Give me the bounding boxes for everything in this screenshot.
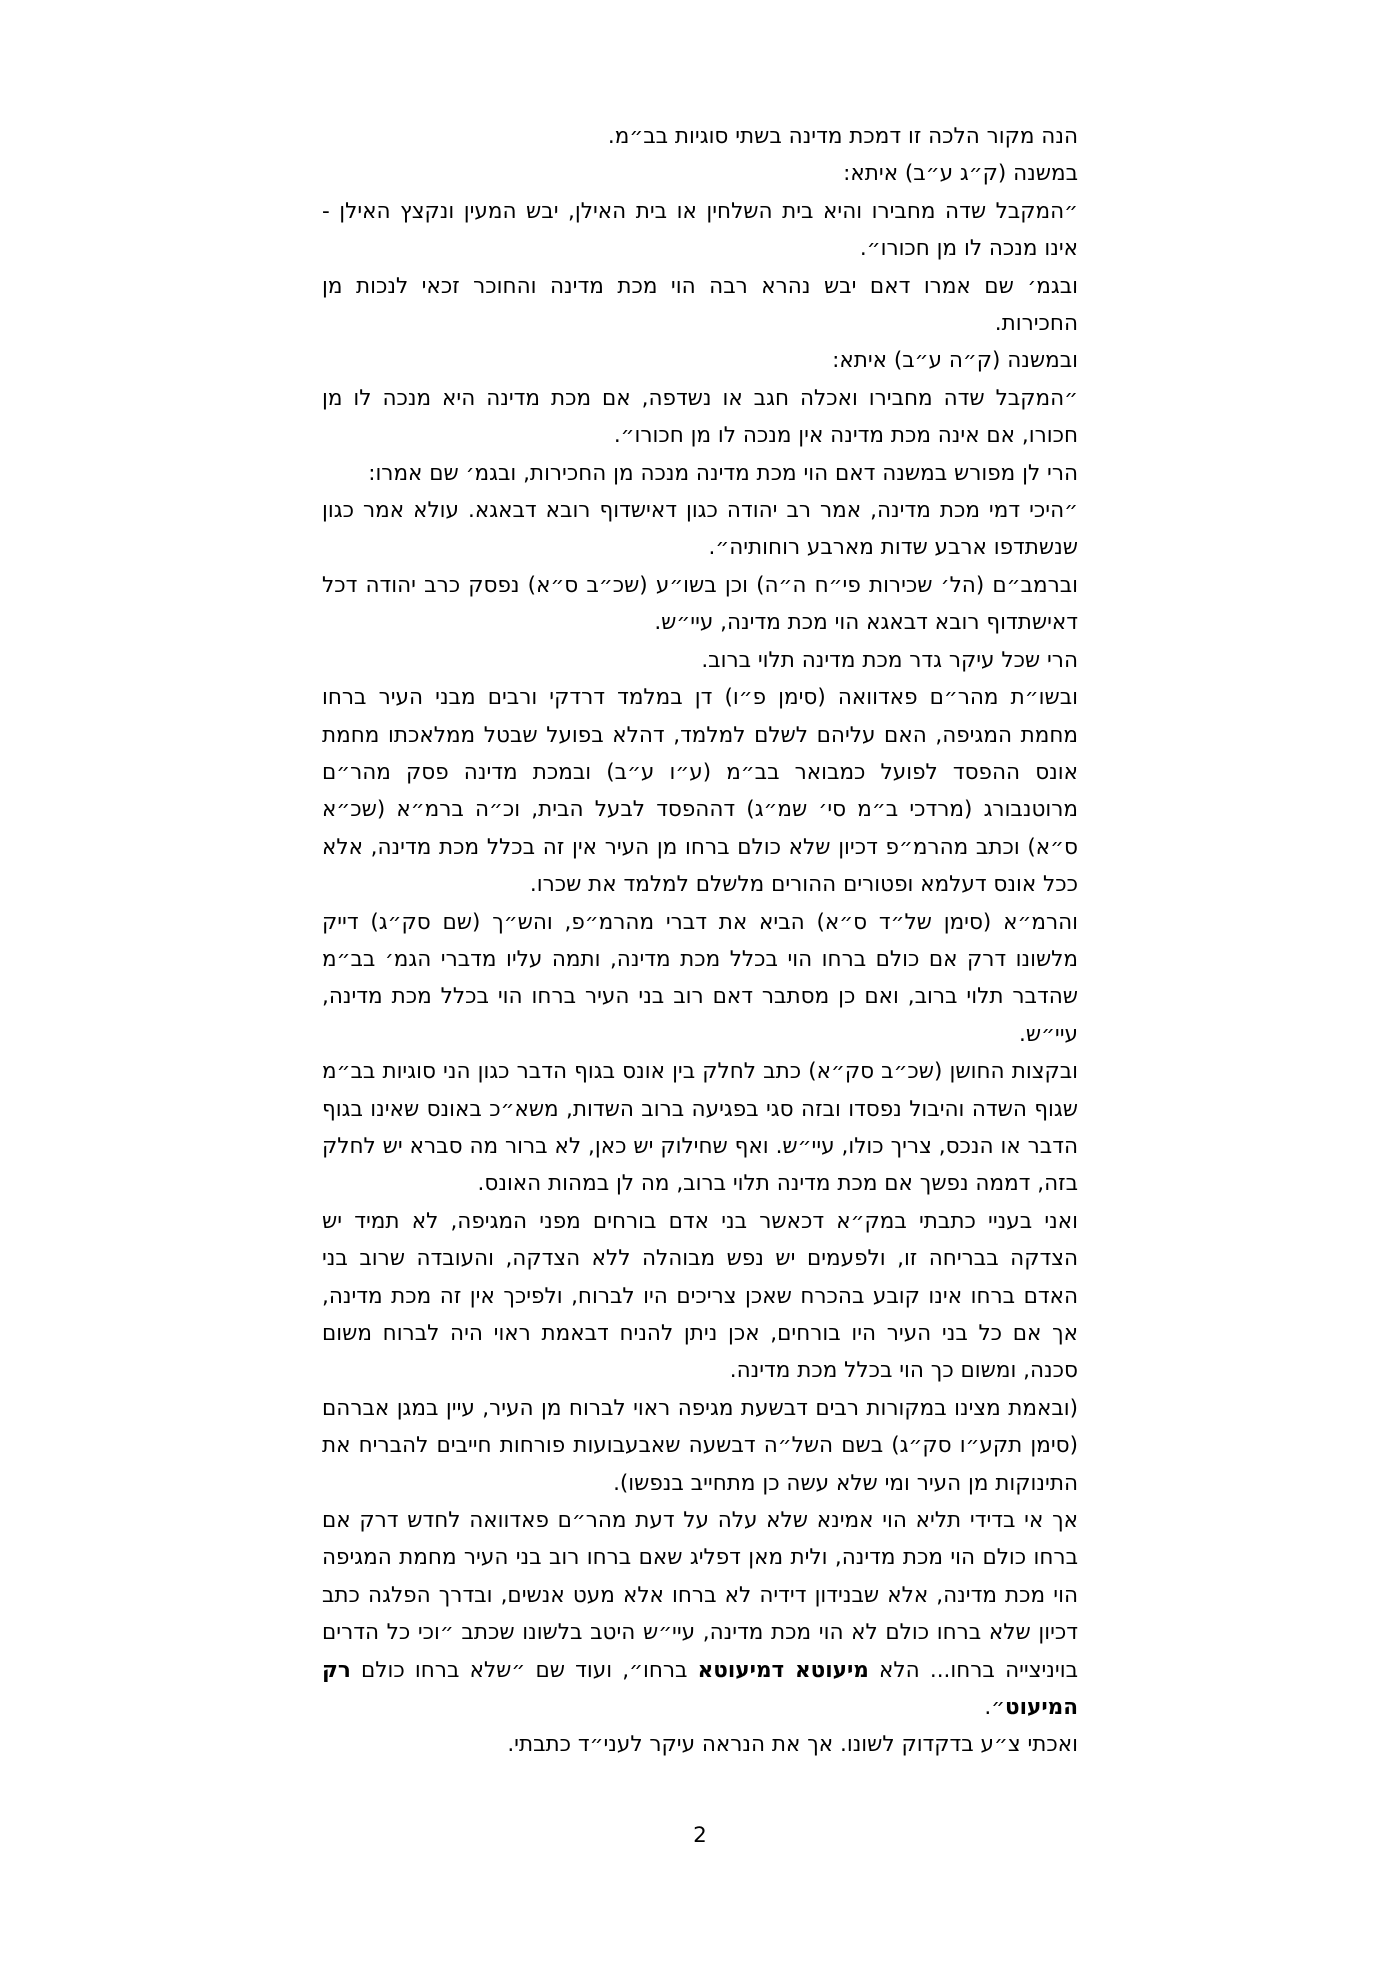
paragraph-with-emphasis [322, 1502, 1078, 1726]
paragraph-parenthetical: (ובאמת מצינו במקורות רבים דבשעת מגיפה ראוי לברוח מן העיר, עיין במגן אברהם (סימן תקע״ו סק״ג) בשם השל״ה דבשעה שאבעבועות פורחות חייבים להבריח את התינוקות מן העיר ומי שלא עשה כן מתחייב בנפשו). [322, 1395, 1078, 1496]
paragraph-quote: ״היכי דמי מכת מדינה, אמר רב יהודה כגון דאישדוף רובא דבאגא. עולא אמר כגון שנשתדפו ארבע שדות מארבע רוחותיה״. [322, 498, 1078, 561]
paragraph-quote: ״המקבל שדה מחבירו והיא בית השלחין או בית האילן, יבש המעין ונקצץ האילן - אינו מנכה לו מן חכורו״. [322, 198, 1078, 262]
paragraph: הרי לן מפורש במשנה דאם הוי מכת מדינה מנכה מן החכירות, ובגמ׳ שם אמרו: [368, 460, 1078, 486]
paragraph: והרמ״א (סימן של״ד ס״א) הביא את דברי מהרמ״פ, והש״ך (שם סק״ג) דייק מלשונו דרק אם כולם ברחו הוי בכלל מכת מדינה, ותמה עליו מדברי הגמ׳ בב״מ שהדבר תלוי ברוב, ואם כן מסתבר דאם רוב בני העיר ברחו הוי בכלל מכת מדינה, עיי״ש. [322, 909, 1078, 1047]
paragraph: הנה מקור הלכה זו דמכת מדינה בשתי סוגיות בב״מ. [607, 124, 1078, 149]
paragraph: ואני בעניי כתבתי במק״א דכאשר בני אדם בורחים מפני המגיפה, לא תמיד יש הצדקה בבריחה זו, ולפעמים יש נפש מבוהלה ללא הצדקה, והעובדה שרוב בני האדם ברחו אינו קובע בהכרח שאכן צריכים היו לברוח, ולפיכך אין זה מכת מדינה, אך אם כל בני העיר היו בורחים, אכן ניתן להניח דבאמת ראוי היה לברוח משום סכנה, ומשום כך הוי בכלל מכת מדינה. [322, 1208, 1078, 1384]
paragraph: ובמשנה (ק״ה ע״ב) איתא: [832, 348, 1078, 374]
body-text: ברחו״, ועוד שם ״שלא ברחו כולם [350, 1657, 698, 1683]
document-body [322, 118, 1078, 1764]
paragraph: ובגמ׳ שם אמרו דאם יבש נהרא רבה הוי מכת מדינה והחוכר זכאי לנכות מן החכירות. [322, 273, 1078, 337]
emphasis-text: מיעוטא דמיעוטא [697, 1657, 869, 1683]
paragraph-closing: ואכתי צ״ע בדקדוק לשונו. אך את הנראה עיקר לעני״ד כתבתי. [507, 1732, 1078, 1758]
emphasis-text: רק המיעוט [322, 1657, 1078, 1721]
paragraph: ובקצות החושן (שכ״ב סק״א) כתב לחלק בין אונס בגוף הדבר כגון הני סוגיות בב״מ שגוף השדה והיבול נפסדו ובזה סגי בפגיעה ברוב השדות, משא״כ באונס שאינו בגוף הדבר או הנכס, צריך כולו, עיי״ש. ואף שחילוק יש כאן, לא ברור מה סברא יש לחלק בזה, דממה נפשך אם מכת מדינה תלוי ברוב, מה לן במהות האונס. [322, 1059, 1078, 1197]
page-number: 2 [693, 1823, 707, 1848]
paragraph: וברמב״ם (הל׳ שכירות פי״ח ה״ה) וכן בשו״ע (שכ״ב ס״א) נפסק כרב יהודה דכל דאישתדוף רובא דבאגא הוי מכת מדינה, עיי״ש. [322, 572, 1078, 636]
paragraph: במשנה (ק״ג ע״ב) איתא: [843, 161, 1078, 187]
body-text: ״. [984, 1695, 1006, 1721]
paragraph: הרי שכל עיקר גדר מכת מדינה תלוי ברוב. [701, 647, 1078, 673]
paragraph-quote: ״המקבל שדה מחבירו ואכלה חגב או נשדפה, אם מכת מדינה היא מנכה לו מן חכורו, אם אינה מכת מדינה אין מנכה לו מן חכורו״. [322, 385, 1078, 449]
paragraph: ובשו״ת מהר״ם פאדוואה (סימן פ״ו) דן במלמד דרדקי ורבים מבני העיר ברחו מחמת המגיפה, האם עליהם לשלם למלמד, דהלא בפועל שבטל ממלאכתו מחמת אונס ההפסד לפועל כמבואר בב״מ (ע״ו ע״ב) ובמכת מדינה פסק מהר״ם מרוטנבורג (מרדכי ב״מ סי׳ שמ״ג) דההפסד לבעל הבית, וכ״ה ברמ״א (שכ״א ס״א) וכתב מהרמ״פ דכיון שלא כולם ברחו מן העיר אין זה בכלל מכת מדינה, אלא ככל אונס דעלמא ופטורים ההורים מלשלם למלמד את שכרו. [322, 685, 1078, 898]
body-text: אך אי בדידי תליא הוי אמינא שלא עלה על דעת מהר״ם פאדוואה לחדש דרק אם ברחו כולם הוי מכת מדינה, ולית מאן דפליג שאם ברחו רוב בני העיר מחמת המגיפה הוי מכת מדינה, אלא שבנידון דידיה לא ברחו אלא מעט אנשים, ובדרך הפלגה כתב דכיון שלא ברחו כולם לא הוי מכת מדינה, עיי״ש היטב בלשונו שכתב ״וכי כל הדרים בויניצייה ברחו... הלא [322, 1508, 1078, 1683]
